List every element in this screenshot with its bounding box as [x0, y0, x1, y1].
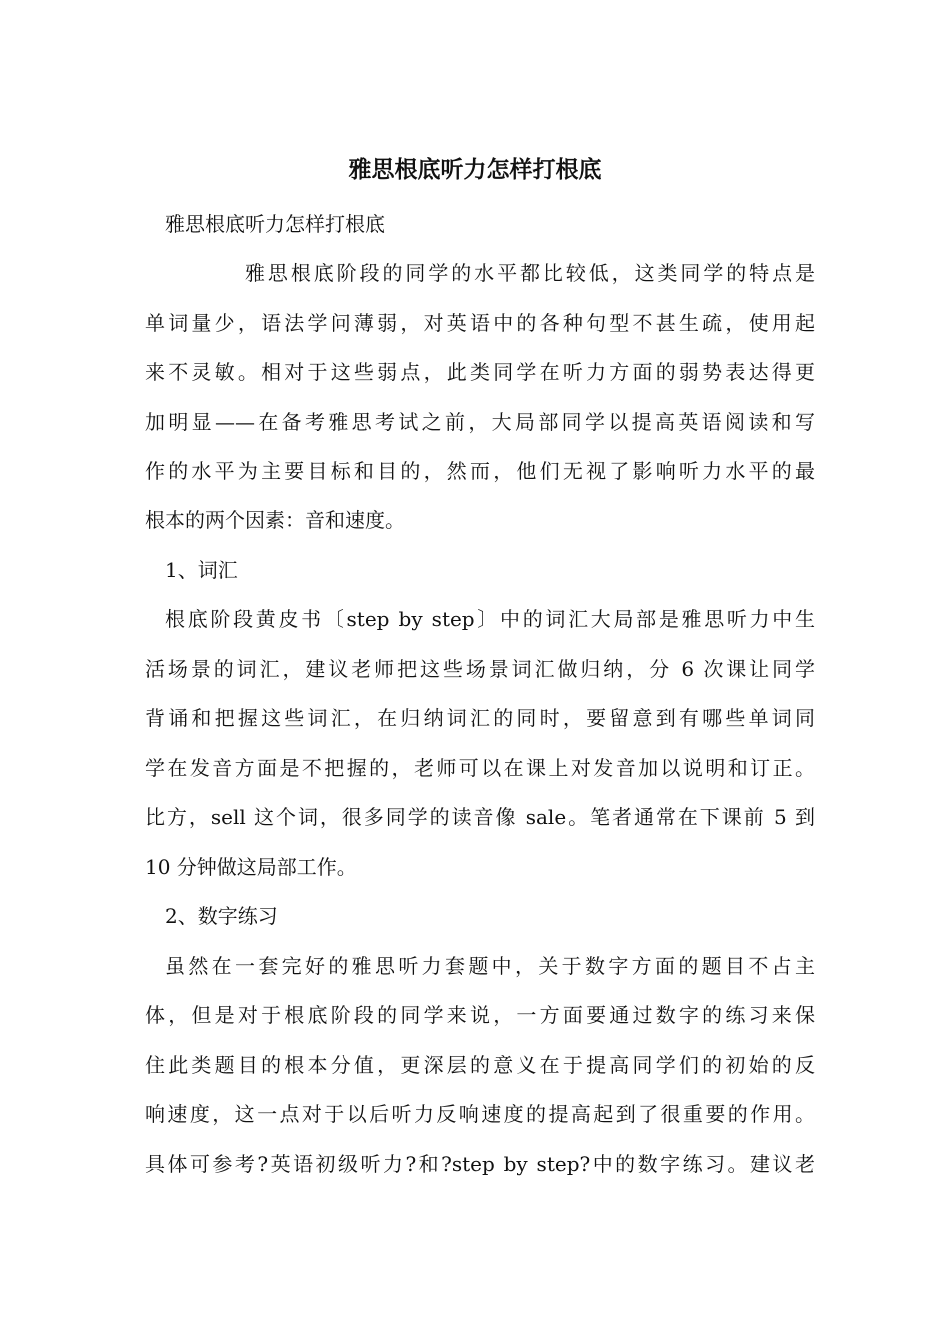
paragraph-line: 虽然在一套完好的雅思听力套题中，关于数字方面的题目不占主 [165, 954, 815, 978]
paragraph-line: 作的水平为主要目标和目的，然而，他们无视了影响听力水平的最 [145, 459, 815, 483]
paragraph-line: 10 分钟做这局部工作。 [145, 855, 357, 879]
section-heading-number-practice: 2、数字练习 [165, 904, 278, 928]
paragraph-line: 来不灵敏。相对于这些弱点，此类同学在听力方面的弱势表达得更 [145, 360, 815, 384]
subtitle-line: 雅思根底听力怎样打根底 [165, 212, 385, 236]
section-heading-vocabulary: 1、词汇 [165, 558, 238, 582]
paragraph-line: 雅思根底阶段的同学的水平都比较低，这类同学的特点是 [245, 261, 815, 285]
paragraph-line: 学在发音方面是不把握的，老师可以在课上对发音加以说明和订正。 [145, 756, 815, 780]
paragraph-line: 比方，sell 这个词，很多同学的读音像 sale。笔者通常在下课前 5 到 [145, 805, 815, 829]
paragraph-line: 单词量少，语法学问薄弱，对英语中的各种句型不甚生疏，使用起 [145, 311, 815, 335]
paragraph-line: 背诵和把握这些词汇，在归纳词汇的同时，要留意到有哪些单词同 [145, 706, 815, 730]
paragraph-line: 加明显——在备考雅思考试之前，大局部同学以提高英语阅读和写 [145, 410, 815, 434]
paragraph-line: 体，但是对于根底阶段的同学来说，一方面要通过数字的练习来保 [145, 1003, 815, 1027]
paragraph-line: 住此类题目的根本分值，更深层的意义在于提高同学们的初始的反 [145, 1053, 815, 1077]
paragraph-line: 根本的两个因素：音和速度。 [145, 508, 405, 532]
paragraph-line: 根底阶段黄皮书〔step by step〕中的词汇大局部是雅思听力中生 [165, 607, 815, 631]
paragraph-line: 活场景的词汇，建议老师把这些场景词汇做归纳，分 6 次课让同学 [145, 657, 815, 681]
document-title: 雅思根底听力怎样打根底 [348, 157, 602, 183]
paragraph-line: 响速度，这一点对于以后听力反响速度的提高起到了很重要的作用。 [145, 1102, 815, 1126]
paragraph-line: 具体可参考?英语初级听力?和?step by step?中的数字练习。建议老 [145, 1152, 815, 1176]
